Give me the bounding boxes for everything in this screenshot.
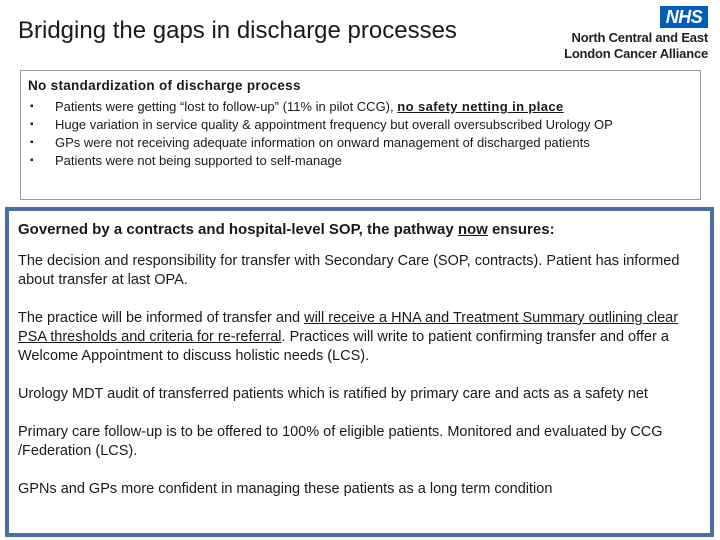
nhs-logo-mark: NHS [660,6,708,28]
solution-heading-text: Governed by a contracts and hospital-level SOP, the pathway [18,221,454,238]
list-item [21,134,700,152]
solution-paragraph: Primary care follow-up is to be offered to 100% of eligible patients. Monitored and evaluated by CCG /Federation (LCS). [18,424,663,459]
solution-panel [5,207,714,537]
page-title: Bridging the gaps in discharge processes [18,17,457,44]
nhs-logo [556,6,708,64]
bullet-icon: ▪ [30,137,34,148]
problems-list [21,98,700,170]
list-item-text: Huge variation in service quality & appointment frequency but overall oversubscribed Urology OP [55,117,613,132]
solution-heading-emphasis: now [457,221,488,238]
problems-heading: No standardization of discharge process [28,78,301,93]
list-item-text: GPs were not receiving adequate information on onward management of discharged patients [55,135,590,150]
bullet-icon: ▪ [30,155,34,166]
paragraph-text: The practice will be informed of transfer and [18,310,301,326]
list-item [21,116,700,134]
list-item-text: Patients were not being supported to self-manage [55,153,342,168]
list-item-emphasis: no safety netting in place [397,99,564,114]
problems-panel [20,70,701,200]
solution-paragraph: GPNs and GPs more confident in managing these patients as a long term condition [18,481,553,497]
list-item-text: Patients were getting “lost to follow-up” (11% in pilot CCG), [55,99,394,114]
solution-paragraph: The decision and responsibility for transfer with Secondary Care (SOP, contracts). Patient has informed about transfer at last OPA. [18,253,680,288]
paragraph-tail: . Practices will write to patient confirming transfer and offer a Welcome Appointment to discuss holistic needs (LCS). [18,329,669,364]
bullet-icon: ▪ [30,101,34,112]
org-name-line-1: North Central and East [571,30,708,45]
list-item [21,152,700,170]
solution-paragraph: Urology MDT audit of transferred patients which is ratified by primary care and acts as a safety net [18,386,648,402]
solution-heading-tail: ensures: [492,221,555,238]
paragraph-underlined: will receive a HNA and Treatment Summary outlining clear PSA thresholds and criteria for re-referral [18,310,679,345]
bullet-icon: ▪ [30,119,34,130]
solution-heading [18,220,698,239]
list-item [21,98,700,116]
solution-paragraph [18,309,698,366]
org-name-line-2: London Cancer Alliance [564,46,708,61]
